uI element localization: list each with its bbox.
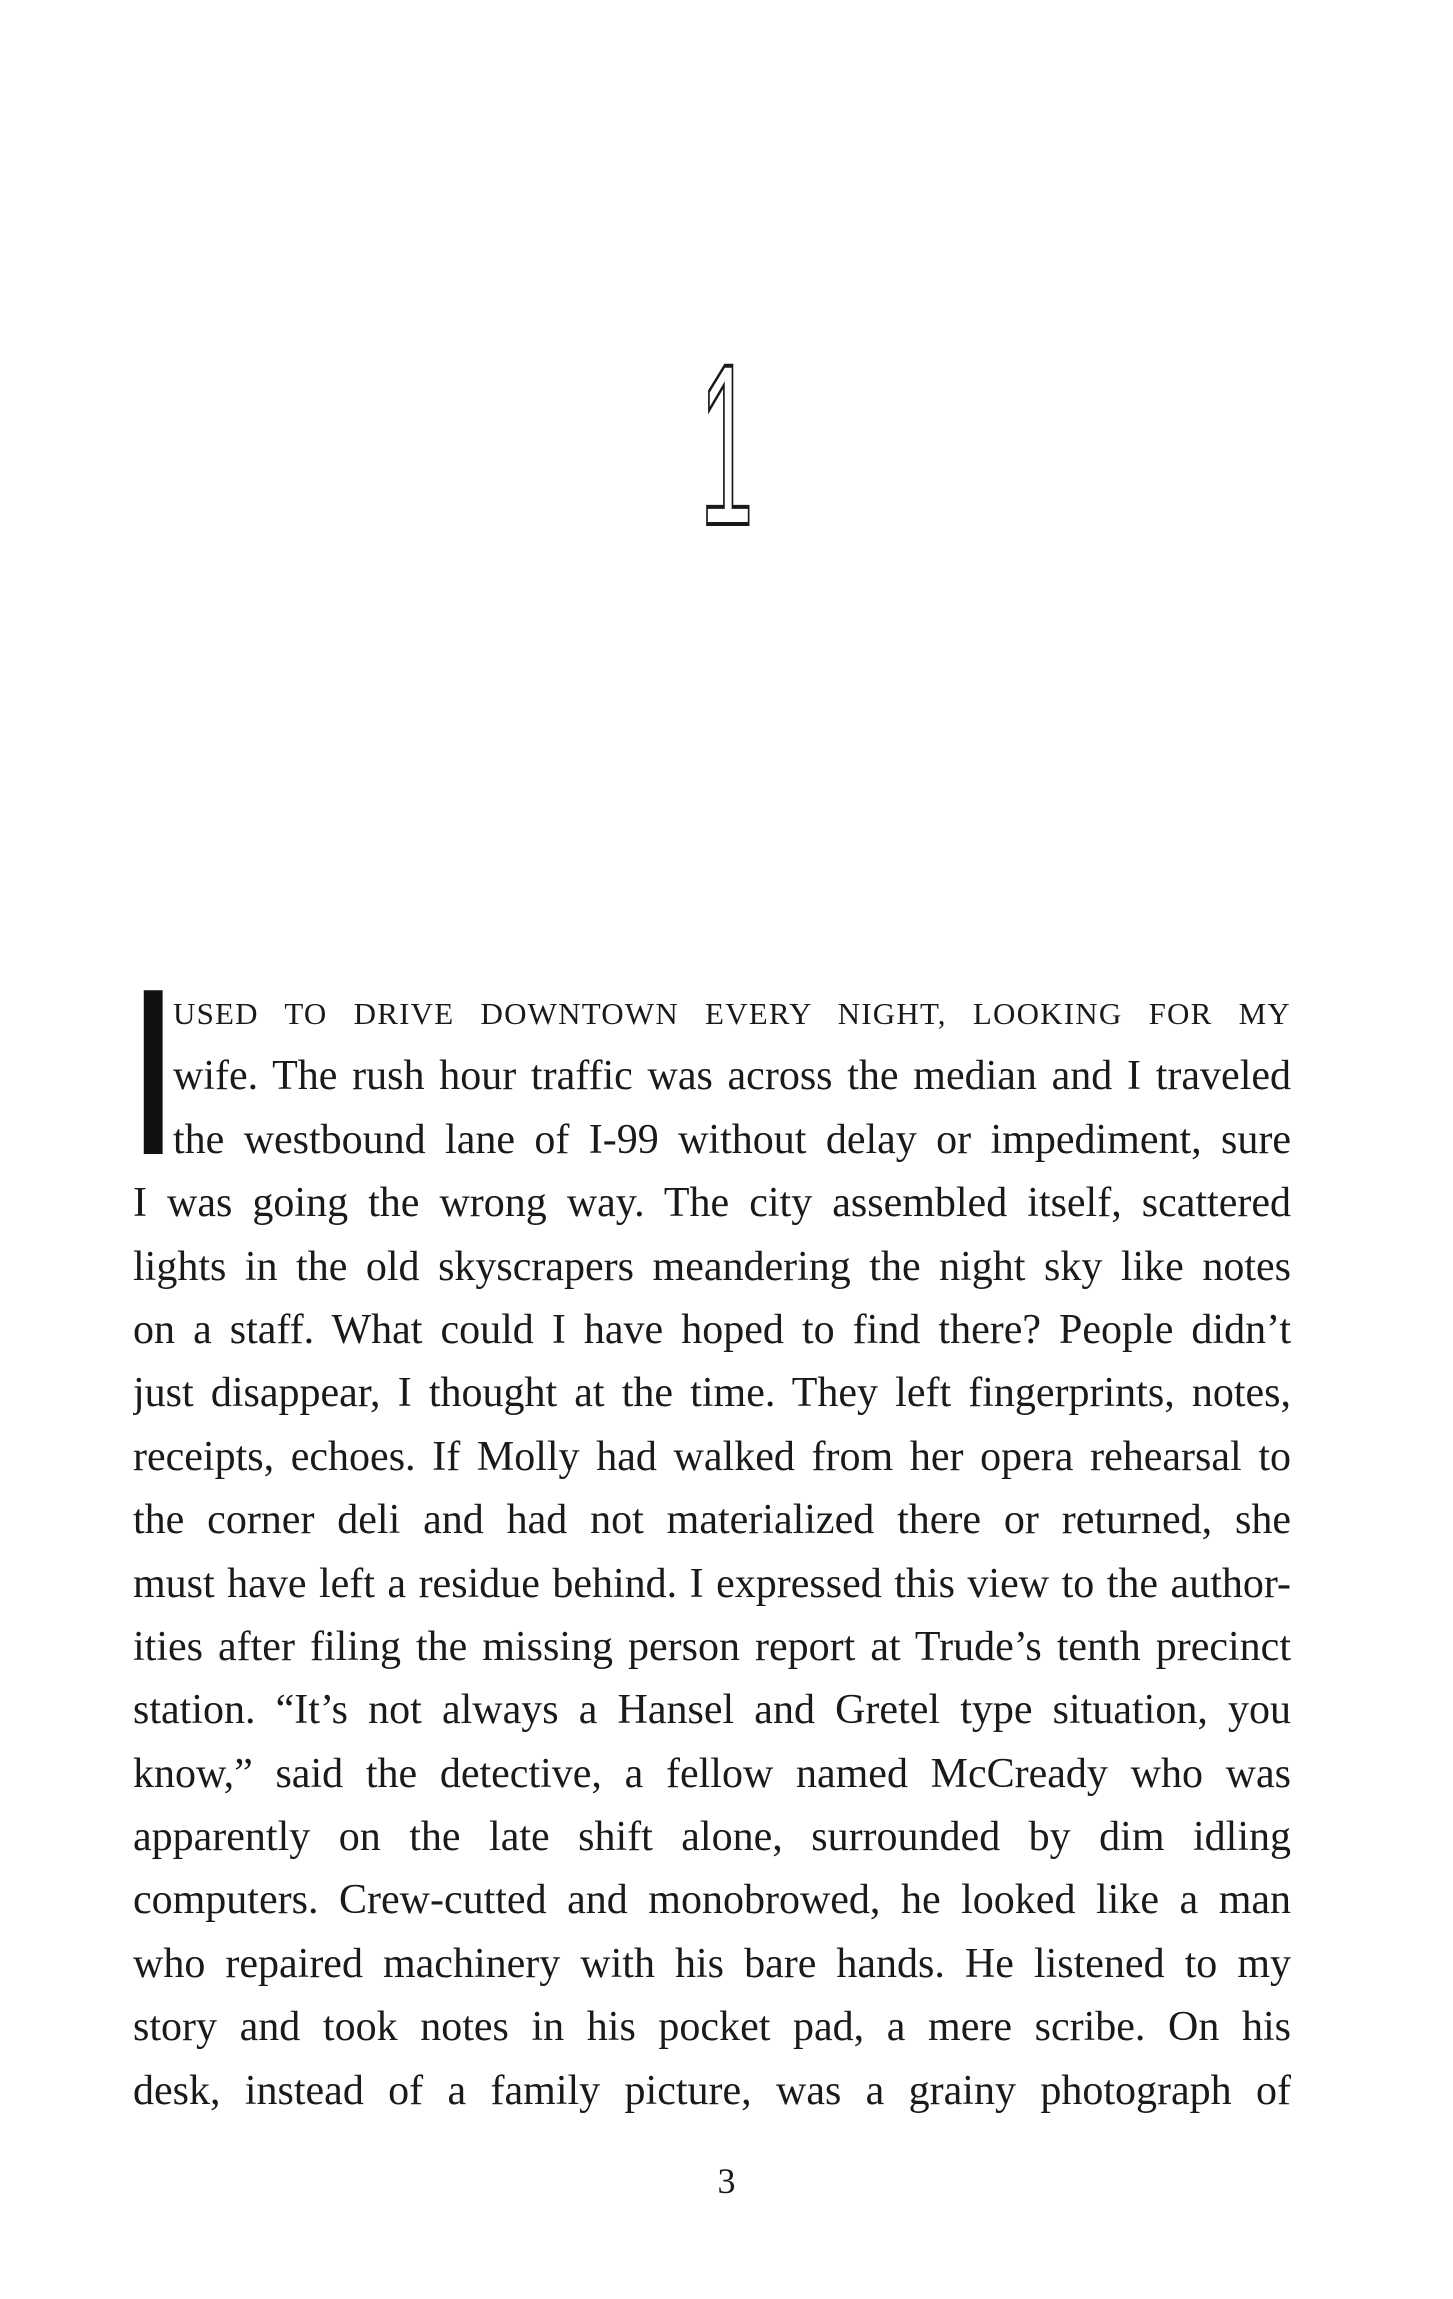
chapter-number: 1 — [699, 316, 754, 573]
page-number: 3 — [717, 2161, 736, 2201]
text-line: apparently on the late shift alone, surrounded by dim idling — [133, 1814, 1291, 1861]
chapter-text — [133, 940, 1291, 2123]
text-line: the corner deli and had not materialized there or returned, she — [133, 1497, 1291, 1544]
text-line: wife. The rush hour traffic was across the median and I traveled — [173, 1053, 1291, 1100]
text-line: lights in the old skyscrapers meandering the night sky like notes — [133, 1243, 1291, 1290]
text-line: story and took notes in his pocket pad, a mere scribe. On his — [133, 2004, 1291, 2051]
text-line: ities after filing the missing person report at Trude’s tenth precinct — [133, 1623, 1291, 1670]
text-line: know,” said the detective, a fellow named McCready who was — [133, 1750, 1291, 1797]
text-line: who repaired machinery with his bare hands. He listened to my — [133, 1940, 1291, 1987]
text-line: desk, instead of a family picture, was a grainy photograph of — [133, 2067, 1291, 2114]
text-line: just disappear, I thought at the time. They left fingerprints, notes, — [133, 1370, 1291, 1417]
text-line: receipts, echoes. If Molly had walked from her opera rehearsal to — [133, 1433, 1291, 1480]
drop-cap: I — [135, 940, 172, 1205]
text-line: on a staff. What could I have hoped to find there? People didn’t — [133, 1306, 1291, 1353]
text-line: computers. Crew-cutted and monobrowed, he looked like a man — [133, 1877, 1291, 1924]
text-line: the westbound lane of I-99 without delay or impediment, sure — [173, 1116, 1291, 1163]
text-line: I was going the wrong way. The city assembled itself, scattered — [133, 1180, 1291, 1227]
text-line: must have left a residue behind. I expressed this view to the author- — [133, 1560, 1291, 1607]
text-line: USED TO DRIVE DOWNTOWN EVERY NIGHT, LOOKING FOR MY — [173, 996, 1291, 1031]
text-line: station. “It’s not always a Hansel and Gretel type situation, you — [133, 1687, 1291, 1734]
